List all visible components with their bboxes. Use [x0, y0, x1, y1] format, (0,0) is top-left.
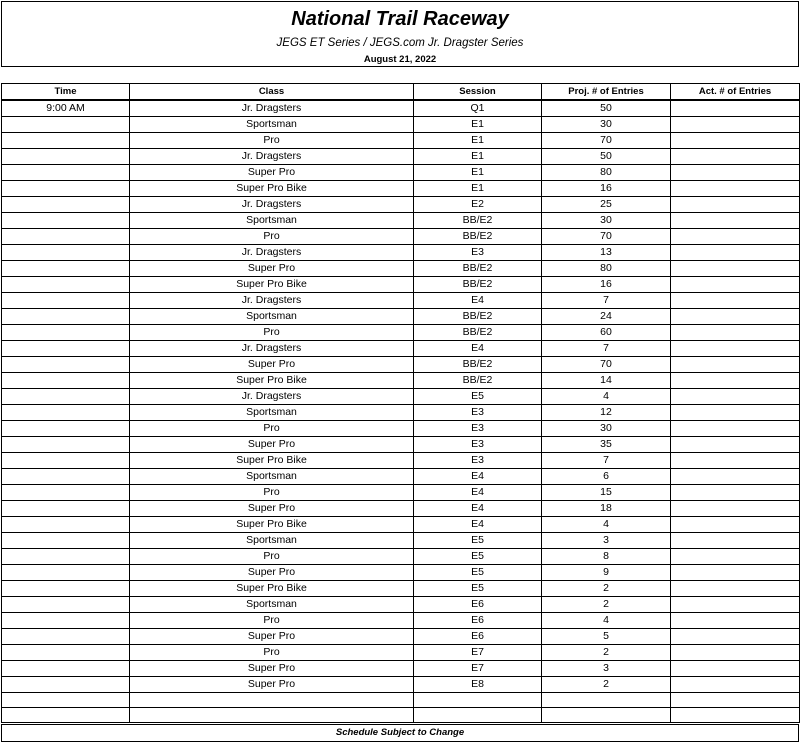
session-cell: E1 [414, 117, 542, 133]
table-row [2, 581, 800, 597]
class-cell: Super Pro [130, 565, 414, 581]
actual-entries-cell [671, 629, 800, 645]
session-cell: E7 [414, 645, 542, 661]
table-row [2, 197, 800, 213]
projected-entries-cell: 4 [542, 613, 671, 629]
projected-entries-cell: 2 [542, 581, 671, 597]
session-cell: E3 [414, 437, 542, 453]
projected-entries-cell: 7 [542, 341, 671, 357]
actual-entries-cell [671, 117, 800, 133]
session-cell: E7 [414, 661, 542, 677]
table-row [2, 149, 800, 165]
page-subtitle: JEGS ET Series / JEGS.com Jr. Dragster Series [276, 37, 524, 49]
actual-entries-cell [671, 421, 800, 437]
class-cell: Super Pro Bike [130, 373, 414, 389]
table-row [2, 708, 800, 723]
projected-entries-cell: 2 [542, 597, 671, 613]
projected-entries-cell: 2 [542, 645, 671, 661]
actual-entries-cell [671, 325, 800, 341]
time-cell [2, 261, 130, 277]
table-row [2, 373, 800, 389]
class-cell: Jr. Dragsters [130, 197, 414, 213]
projected-entries-cell: 3 [542, 661, 671, 677]
table-body [2, 100, 800, 723]
time-cell [2, 693, 130, 708]
actual-entries-cell [671, 645, 800, 661]
projected-entries-cell: 16 [542, 181, 671, 197]
table-row [2, 405, 800, 421]
projected-entries-cell: 3 [542, 533, 671, 549]
table-row [2, 693, 800, 708]
actual-entries-cell [671, 261, 800, 277]
column-header-actual-entries: Act. # of Entries [671, 84, 800, 101]
projected-entries-cell: 8 [542, 549, 671, 565]
time-cell [2, 293, 130, 309]
session-cell: E3 [414, 405, 542, 421]
time-cell [2, 597, 130, 613]
table-row [2, 245, 800, 261]
time-cell [2, 565, 130, 581]
session-cell: E5 [414, 581, 542, 597]
table-row [2, 501, 800, 517]
table-row [2, 293, 800, 309]
time-cell [2, 485, 130, 501]
class-cell: Super Pro [130, 501, 414, 517]
class-cell: Super Pro Bike [130, 581, 414, 597]
projected-entries-cell: 80 [542, 261, 671, 277]
time-cell [2, 325, 130, 341]
time-cell [2, 405, 130, 421]
table-row [2, 453, 800, 469]
time-cell [2, 549, 130, 565]
session-cell: E1 [414, 165, 542, 181]
time-cell [2, 501, 130, 517]
time-cell [2, 677, 130, 693]
projected-entries-cell: 15 [542, 485, 671, 501]
projected-entries-cell: 13 [542, 245, 671, 261]
actual-entries-cell [671, 213, 800, 229]
time-cell: 9:00 AM [2, 100, 130, 117]
table-row [2, 389, 800, 405]
projected-entries-cell: 60 [542, 325, 671, 341]
time-cell [2, 181, 130, 197]
actual-entries-cell [671, 565, 800, 581]
actual-entries-cell [671, 357, 800, 373]
projected-entries-cell: 4 [542, 389, 671, 405]
session-cell: BB/E2 [414, 325, 542, 341]
table-row [2, 133, 800, 149]
projected-entries-cell: 4 [542, 517, 671, 533]
session-cell: E5 [414, 533, 542, 549]
time-cell [2, 613, 130, 629]
session-cell: E6 [414, 597, 542, 613]
table-row [2, 661, 800, 677]
session-cell: E3 [414, 421, 542, 437]
projected-entries-cell: 2 [542, 677, 671, 693]
projected-entries-cell: 5 [542, 629, 671, 645]
class-cell: Pro [130, 549, 414, 565]
class-cell: Jr. Dragsters [130, 389, 414, 405]
session-cell: BB/E2 [414, 229, 542, 245]
class-cell: Sportsman [130, 309, 414, 325]
time-cell [2, 629, 130, 645]
document-header [1, 1, 799, 67]
session-cell: E2 [414, 197, 542, 213]
actual-entries-cell [671, 485, 800, 501]
class-cell: Sportsman [130, 117, 414, 133]
actual-entries-cell [671, 597, 800, 613]
table-row [2, 229, 800, 245]
schedule-table [1, 83, 800, 723]
projected-entries-cell: 80 [542, 165, 671, 181]
class-cell: Pro [130, 421, 414, 437]
projected-entries-cell: 70 [542, 357, 671, 373]
projected-entries-cell: 7 [542, 293, 671, 309]
class-cell: Pro [130, 325, 414, 341]
class-cell: Pro [130, 485, 414, 501]
session-cell: BB/E2 [414, 277, 542, 293]
time-cell [2, 117, 130, 133]
time-cell [2, 165, 130, 181]
class-cell: Super Pro [130, 357, 414, 373]
class-cell: Jr. Dragsters [130, 149, 414, 165]
actual-entries-cell [671, 581, 800, 597]
projected-entries-cell: 18 [542, 501, 671, 517]
class-cell: Super Pro [130, 165, 414, 181]
table-row [2, 309, 800, 325]
table-row [2, 117, 800, 133]
projected-entries-cell: 16 [542, 277, 671, 293]
time-cell [2, 469, 130, 485]
session-cell: BB/E2 [414, 373, 542, 389]
time-cell [2, 421, 130, 437]
session-cell: E1 [414, 181, 542, 197]
session-cell: E4 [414, 517, 542, 533]
class-cell: Sportsman [130, 533, 414, 549]
projected-entries-cell: 50 [542, 100, 671, 117]
actual-entries-cell [671, 453, 800, 469]
actual-entries-cell [671, 549, 800, 565]
actual-entries-cell [671, 501, 800, 517]
session-cell: E4 [414, 293, 542, 309]
projected-entries-cell: 25 [542, 197, 671, 213]
session-cell: E5 [414, 549, 542, 565]
projected-entries-cell: 14 [542, 373, 671, 389]
actual-entries-cell [671, 693, 800, 708]
projected-entries-cell [542, 708, 671, 723]
class-cell: Super Pro [130, 661, 414, 677]
actual-entries-cell [671, 341, 800, 357]
actual-entries-cell [671, 373, 800, 389]
table-row [2, 437, 800, 453]
actual-entries-cell [671, 245, 800, 261]
time-cell [2, 357, 130, 373]
session-cell: E8 [414, 677, 542, 693]
table-row [2, 100, 800, 117]
actual-entries-cell [671, 661, 800, 677]
time-cell [2, 708, 130, 723]
time-cell [2, 661, 130, 677]
table-row [2, 261, 800, 277]
actual-entries-cell [671, 469, 800, 485]
session-cell: E1 [414, 149, 542, 165]
projected-entries-cell: 6 [542, 469, 671, 485]
actual-entries-cell [671, 389, 800, 405]
table-row [2, 469, 800, 485]
table-row [2, 421, 800, 437]
table-row [2, 213, 800, 229]
projected-entries-cell: 70 [542, 133, 671, 149]
session-cell: BB/E2 [414, 213, 542, 229]
class-cell: Super Pro Bike [130, 181, 414, 197]
event-date: August 21, 2022 [363, 54, 437, 65]
projected-entries-cell: 30 [542, 213, 671, 229]
time-cell [2, 533, 130, 549]
actual-entries-cell [671, 277, 800, 293]
session-cell: E3 [414, 245, 542, 261]
session-cell: E3 [414, 453, 542, 469]
actual-entries-cell [671, 613, 800, 629]
time-cell [2, 213, 130, 229]
table-row [2, 517, 800, 533]
class-cell: Sportsman [130, 597, 414, 613]
time-cell [2, 517, 130, 533]
session-cell: E6 [414, 629, 542, 645]
time-cell [2, 245, 130, 261]
projected-entries-cell: 30 [542, 117, 671, 133]
session-cell: Q1 [414, 100, 542, 117]
table-row [2, 357, 800, 373]
schedule-note: Schedule Subject to Change [1, 724, 799, 742]
table-row [2, 613, 800, 629]
class-cell: Pro [130, 645, 414, 661]
session-cell [414, 708, 542, 723]
session-cell: E5 [414, 389, 542, 405]
column-header-time: Time [2, 84, 130, 101]
session-cell: E4 [414, 501, 542, 517]
actual-entries-cell [671, 133, 800, 149]
projected-entries-cell: 12 [542, 405, 671, 421]
class-cell: Super Pro [130, 677, 414, 693]
session-cell [414, 693, 542, 708]
table-row [2, 645, 800, 661]
time-cell [2, 389, 130, 405]
session-cell: E1 [414, 133, 542, 149]
time-cell [2, 133, 130, 149]
time-cell [2, 341, 130, 357]
class-cell: Pro [130, 613, 414, 629]
actual-entries-cell [671, 708, 800, 723]
projected-entries-cell: 35 [542, 437, 671, 453]
column-header-session: Session [414, 84, 542, 101]
table-row [2, 629, 800, 645]
actual-entries-cell [671, 437, 800, 453]
actual-entries-cell [671, 533, 800, 549]
actual-entries-cell [671, 197, 800, 213]
projected-entries-cell: 9 [542, 565, 671, 581]
time-cell [2, 373, 130, 389]
projected-entries-cell: 50 [542, 149, 671, 165]
time-cell [2, 149, 130, 165]
class-cell: Jr. Dragsters [130, 341, 414, 357]
actual-entries-cell [671, 405, 800, 421]
actual-entries-cell [671, 229, 800, 245]
class-cell: Super Pro [130, 629, 414, 645]
class-cell: Sportsman [130, 213, 414, 229]
session-cell: E4 [414, 341, 542, 357]
class-cell: Pro [130, 229, 414, 245]
class-cell [130, 708, 414, 723]
time-cell [2, 645, 130, 661]
session-cell: BB/E2 [414, 309, 542, 325]
session-cell: E4 [414, 469, 542, 485]
session-cell: BB/E2 [414, 261, 542, 277]
actual-entries-cell [671, 100, 800, 117]
class-cell [130, 693, 414, 708]
class-cell: Super Pro Bike [130, 277, 414, 293]
column-header-class: Class [130, 84, 414, 101]
table-row [2, 533, 800, 549]
projected-entries-cell: 7 [542, 453, 671, 469]
actual-entries-cell [671, 293, 800, 309]
actual-entries-cell [671, 517, 800, 533]
table-row [2, 277, 800, 293]
table-row [2, 597, 800, 613]
table-row [2, 549, 800, 565]
session-cell: E4 [414, 485, 542, 501]
session-cell: BB/E2 [414, 357, 542, 373]
class-cell: Super Pro [130, 261, 414, 277]
actual-entries-cell [671, 165, 800, 181]
time-cell [2, 581, 130, 597]
actual-entries-cell [671, 309, 800, 325]
time-cell [2, 277, 130, 293]
actual-entries-cell [671, 181, 800, 197]
table-row [2, 485, 800, 501]
table-row [2, 677, 800, 693]
time-cell [2, 229, 130, 245]
time-cell [2, 453, 130, 469]
projected-entries-cell: 24 [542, 309, 671, 325]
actual-entries-cell [671, 149, 800, 165]
class-cell: Jr. Dragsters [130, 100, 414, 117]
projected-entries-cell: 70 [542, 229, 671, 245]
class-cell: Super Pro [130, 437, 414, 453]
class-cell: Super Pro Bike [130, 453, 414, 469]
class-cell: Jr. Dragsters [130, 293, 414, 309]
table-row [2, 165, 800, 181]
actual-entries-cell [671, 677, 800, 693]
table-row [2, 325, 800, 341]
class-cell: Pro [130, 133, 414, 149]
table-row [2, 181, 800, 197]
projected-entries-cell: 30 [542, 421, 671, 437]
time-cell [2, 309, 130, 325]
table-header-row [2, 84, 800, 101]
class-cell: Sportsman [130, 405, 414, 421]
time-cell [2, 437, 130, 453]
table-row [2, 565, 800, 581]
class-cell: Super Pro Bike [130, 517, 414, 533]
session-cell: E5 [414, 565, 542, 581]
class-cell: Sportsman [130, 469, 414, 485]
time-cell [2, 197, 130, 213]
table-row [2, 341, 800, 357]
session-cell: E6 [414, 613, 542, 629]
column-header-projected-entries: Proj. # of Entries [542, 84, 671, 101]
page-title: National Trail Raceway [291, 8, 509, 30]
class-cell: Jr. Dragsters [130, 245, 414, 261]
projected-entries-cell [542, 693, 671, 708]
